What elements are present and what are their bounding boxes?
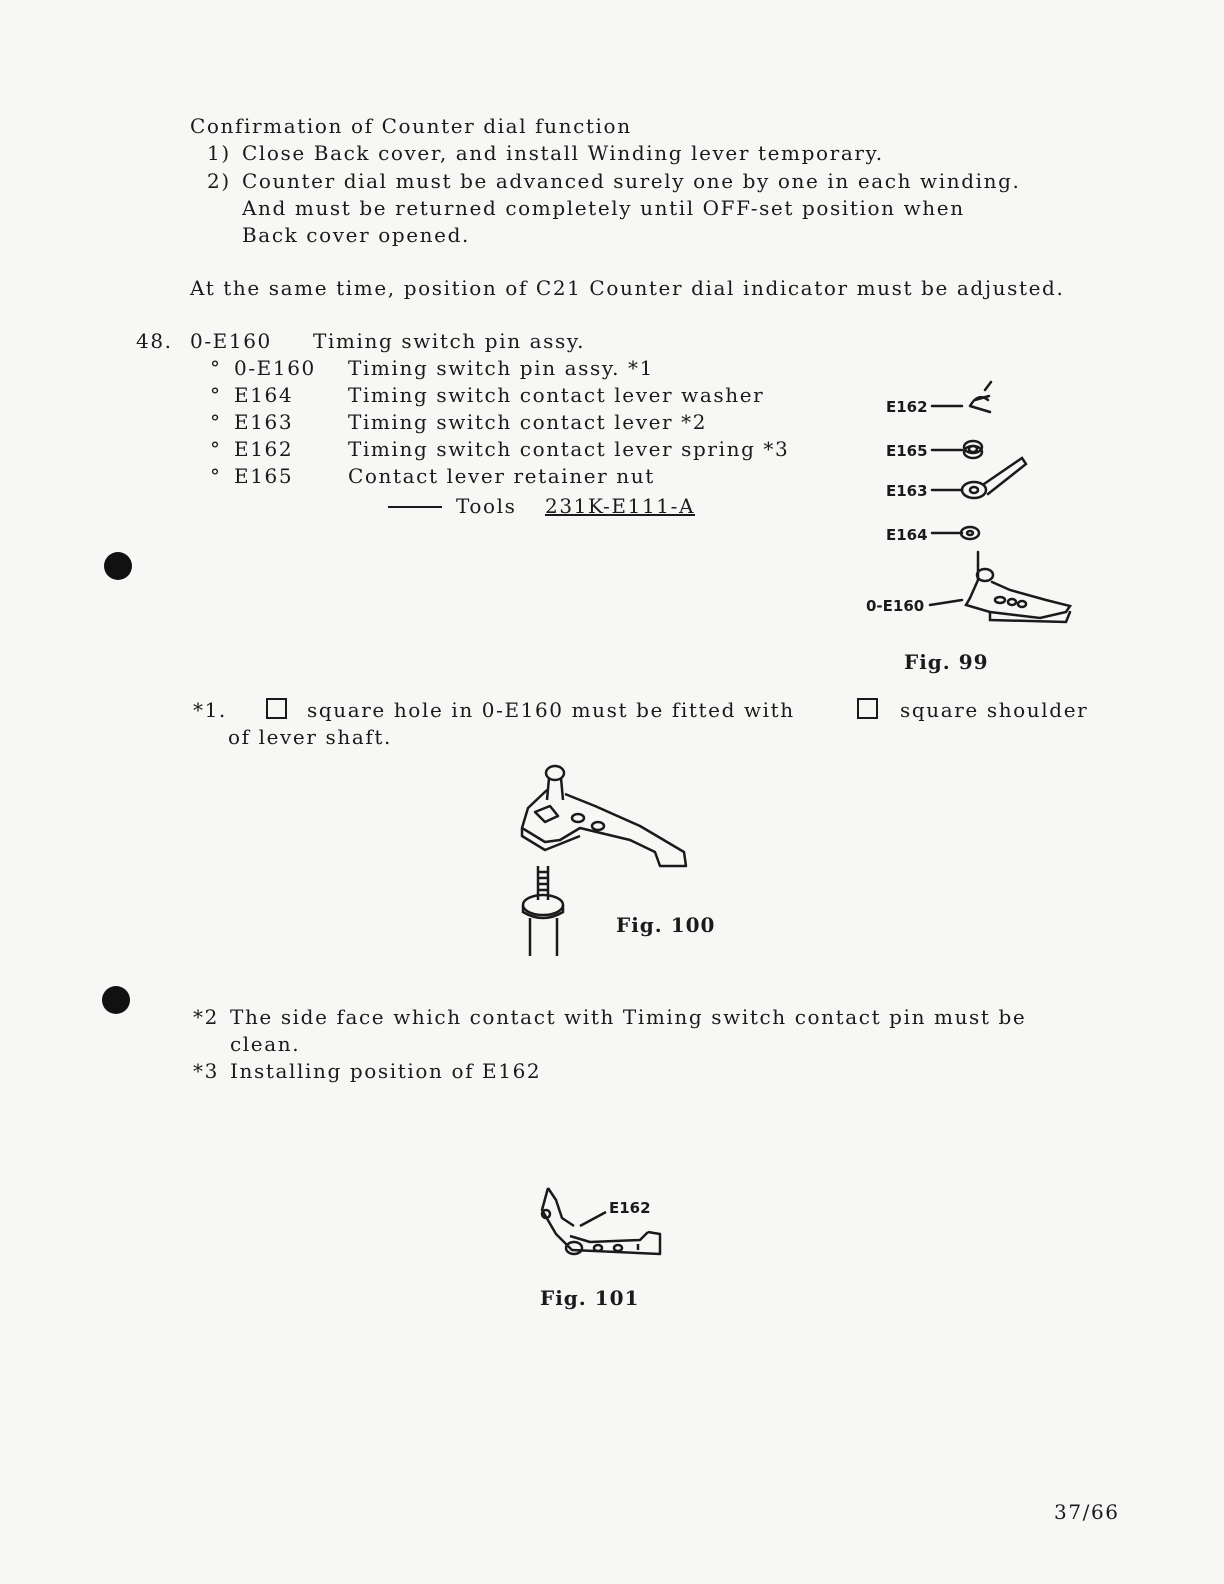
fig99-label-0-e160: 0-E160 bbox=[866, 597, 925, 615]
part-bullet: ° bbox=[210, 410, 222, 434]
note1-text-b: square shoulder bbox=[900, 698, 1089, 722]
part-desc: Timing switch pin assy. *1 bbox=[348, 356, 654, 380]
part-desc: Timing switch contact lever washer bbox=[348, 383, 765, 407]
item48-number: 48. bbox=[136, 329, 173, 353]
fig99-label-e162: E162 bbox=[886, 398, 928, 416]
part-desc: Timing switch contact lever *2 bbox=[348, 410, 708, 434]
fig99-label-e165: E165 bbox=[886, 442, 928, 460]
item48-title: Timing switch pin assy. bbox=[313, 329, 586, 353]
part-bullet: ° bbox=[210, 464, 222, 488]
part-code: E164 bbox=[234, 383, 294, 407]
part-code: E163 bbox=[234, 410, 294, 434]
note1-text-a: square hole in 0-E160 must be fitted with bbox=[307, 698, 795, 722]
part-bullet: ° bbox=[210, 437, 222, 461]
confirm-step1-num: 1) bbox=[207, 141, 231, 165]
fig101-caption: Fig. 101 bbox=[540, 1286, 640, 1310]
page-number: 37/66 bbox=[1054, 1500, 1120, 1524]
note2-line1: The side face which contact with Timing switch contact pin must be bbox=[230, 1005, 1027, 1029]
part-code: 0-E160 bbox=[234, 356, 316, 380]
confirm-step1-text: Close Back cover, and install Winding lever temporary. bbox=[242, 141, 884, 165]
note1-line2: of lever shaft. bbox=[228, 725, 392, 749]
confirm-step2-num: 2) bbox=[207, 169, 231, 193]
note2-line2: clean. bbox=[230, 1032, 301, 1056]
note2-marker: *2 bbox=[193, 1005, 219, 1029]
note1-marker: *1. bbox=[193, 698, 227, 722]
fig99-label-e164: E164 bbox=[886, 526, 928, 544]
tools-value: 231K-E111-A bbox=[545, 494, 695, 518]
confirm-note: At the same time, position of C21 Counter dial indicator must be adjusted. bbox=[190, 276, 1065, 300]
fig100-caption: Fig. 100 bbox=[616, 913, 716, 937]
fig101-spring-position-icon bbox=[542, 1188, 660, 1254]
confirm-step2-line1: Counter dial must be advanced surely one by one in each winding. bbox=[242, 169, 1021, 193]
part-desc: Timing switch contact lever spring *3 bbox=[348, 437, 790, 461]
tools-label: Tools bbox=[456, 494, 517, 518]
part-code: E162 bbox=[234, 437, 294, 461]
part-desc: Contact lever retainer nut bbox=[348, 464, 655, 488]
note3-marker: *3 bbox=[193, 1059, 219, 1083]
part-bullet: ° bbox=[210, 356, 222, 380]
part-bullet: ° bbox=[210, 383, 222, 407]
item48-code: 0-E160 bbox=[190, 329, 272, 353]
confirm-heading: Confirmation of Counter dial function bbox=[190, 114, 632, 138]
confirm-step2-line3: Back cover opened. bbox=[242, 223, 470, 247]
part-code: E165 bbox=[234, 464, 294, 488]
confirm-step2-line2: And must be returned completely until OFF-set position when bbox=[242, 196, 965, 220]
fig99-caption: Fig. 99 bbox=[904, 650, 989, 674]
fig101-label-e162: E162 bbox=[609, 1199, 651, 1217]
fig99-label-e163: E163 bbox=[886, 482, 928, 500]
note3-text: Installing position of E162 bbox=[230, 1059, 542, 1083]
